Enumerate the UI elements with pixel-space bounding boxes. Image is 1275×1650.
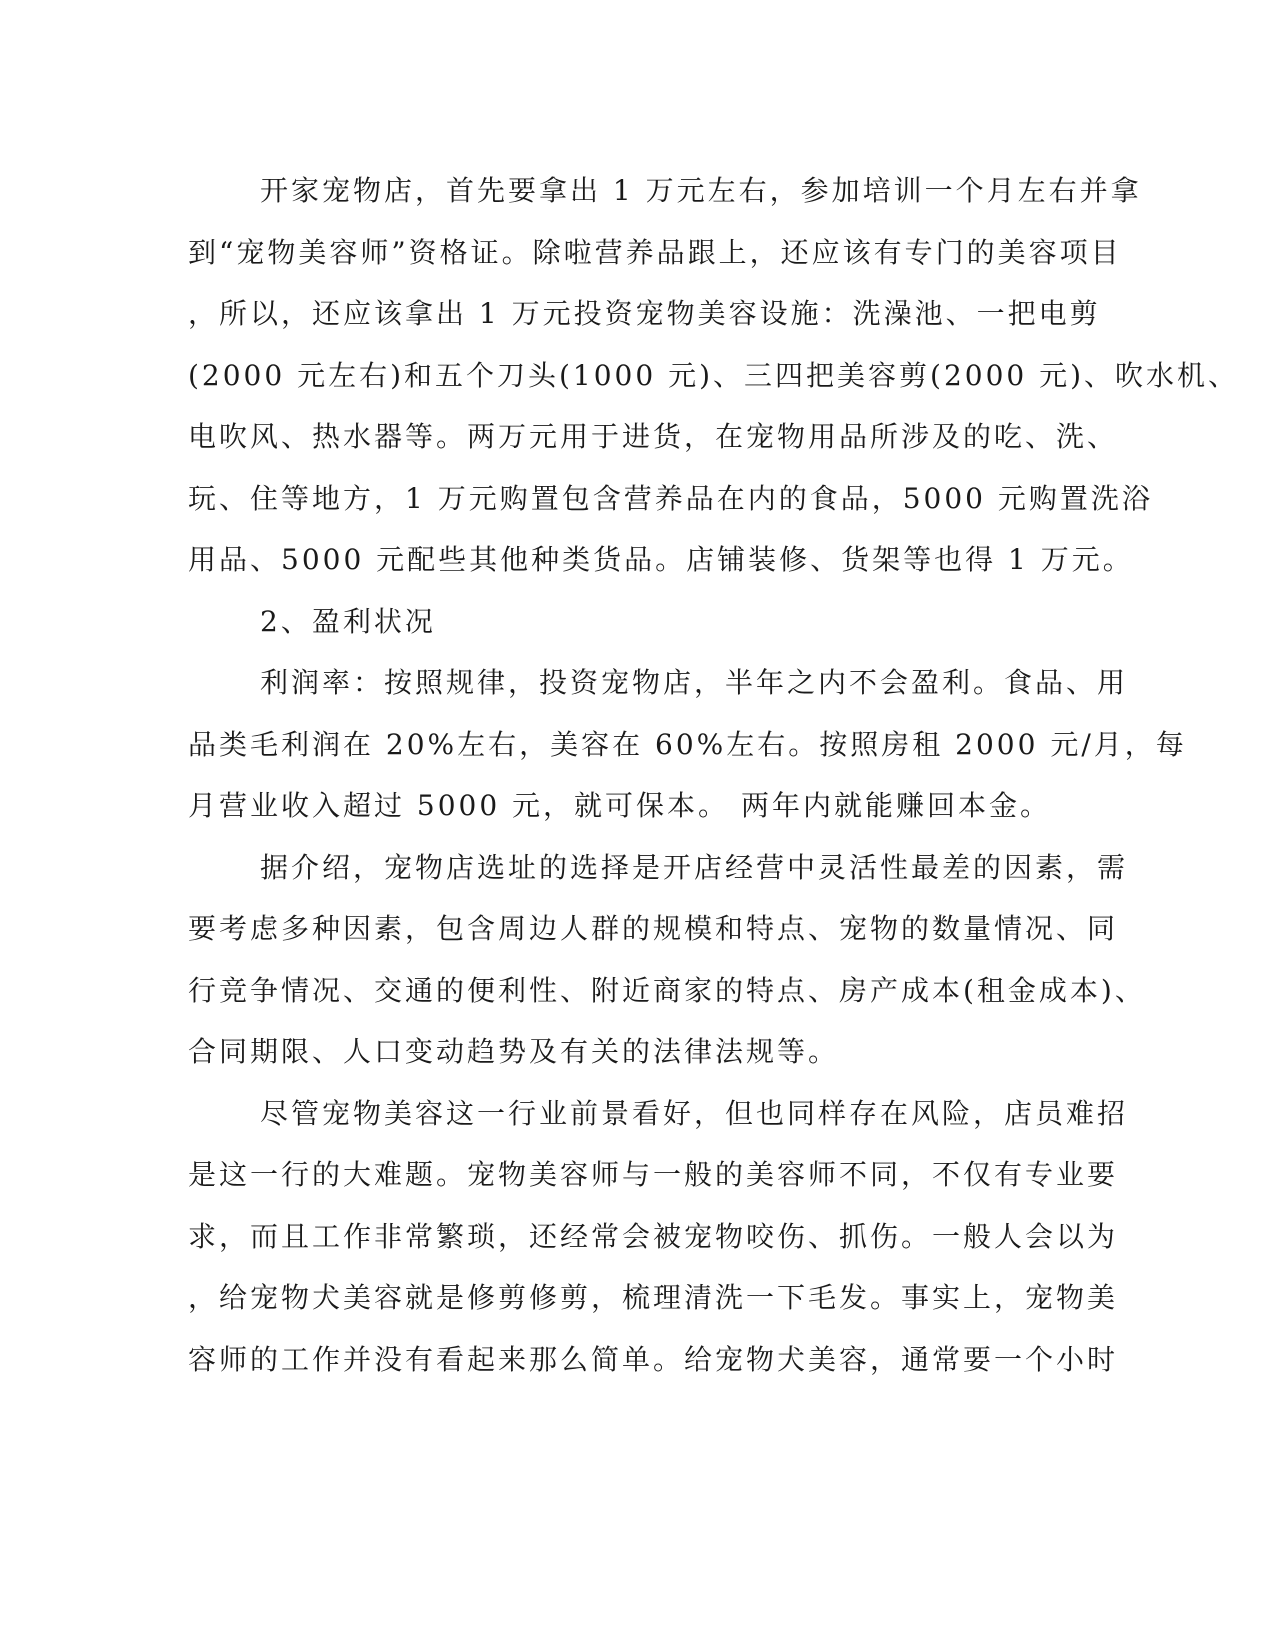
section-heading: 2、盈利状况 — [260, 604, 436, 638]
text-line: ，所以，还应该拿出 1 万元投资宠物美容设施：洗澡池、一把电剪 — [188, 297, 1101, 330]
text-line: 到“宠物美容师”资格证。除啦营养品跟上，还应该有专门的美容项目 — [188, 235, 1122, 269]
text-line: 是这一行的大难题。宠物美容师与一般的美容师不同，不仅有专业要 — [188, 1158, 1119, 1191]
text-line: 玩、住等地方，1 万元购置包含营养品在内的食品，5000 元购置洗浴 — [188, 481, 1153, 515]
text-line: 月营业收入超过 5000 元，就可保本。 两年内就能赚回本金。 — [188, 789, 1051, 822]
text-line: ，给宠物犬美容就是修剪修剪，梳理清洗一下毛发。事实上，宠物美 — [188, 1281, 1119, 1314]
text-line: 求，而且工作非常繁琐，还经常会被宠物咬伤、抓伤。一般人会以为 — [188, 1219, 1119, 1253]
text-line: 用品、5000 元配些其他种类货品。店铺装修、货架等也得 1 万元。 — [188, 543, 1134, 576]
text-line: 开家宠物店，首先要拿出 1 万元左右，参加培训一个月左右并拿 — [260, 174, 1142, 207]
text-line: 行竞争情况、交通的便利性、附近商家的特点、房产成本(租金成本)、 — [188, 973, 1146, 1007]
text-line: 尽管宠物美容这一行业前景看好，但也同样存在风险，店员难招 — [260, 1096, 1129, 1130]
text-line: 要考虑多种因素，包含周边人群的规模和特点、宠物的数量情况、同 — [188, 912, 1119, 945]
text-line: 品类毛利润在 20%左右，美容在 60%左右。按照房租 2000 元/月，每 — [188, 727, 1187, 761]
text-line: 据介绍，宠物店选址的选择是开店经营中灵活性最差的因素，需 — [260, 850, 1129, 884]
text-line: 电吹风、热水器等。两万元用于进货，在宠物用品所涉及的吃、洗、 — [188, 420, 1119, 453]
document-body — [188, 160, 1240, 1390]
text-line: 容师的工作并没有看起来那么简单。给宠物犬美容，通常要一个小时 — [188, 1342, 1119, 1376]
text-line: (2000 元左右)和五个刀头(1000 元)、三四把美容剪(2000 元)、吹水机、 — [188, 358, 1240, 392]
text-line: 利润率：按照规律，投资宠物店，半年之内不会盈利。食品、用 — [260, 666, 1129, 699]
text-line: 合同期限、人口变动趋势及有关的法律法规等。 — [188, 1035, 840, 1068]
